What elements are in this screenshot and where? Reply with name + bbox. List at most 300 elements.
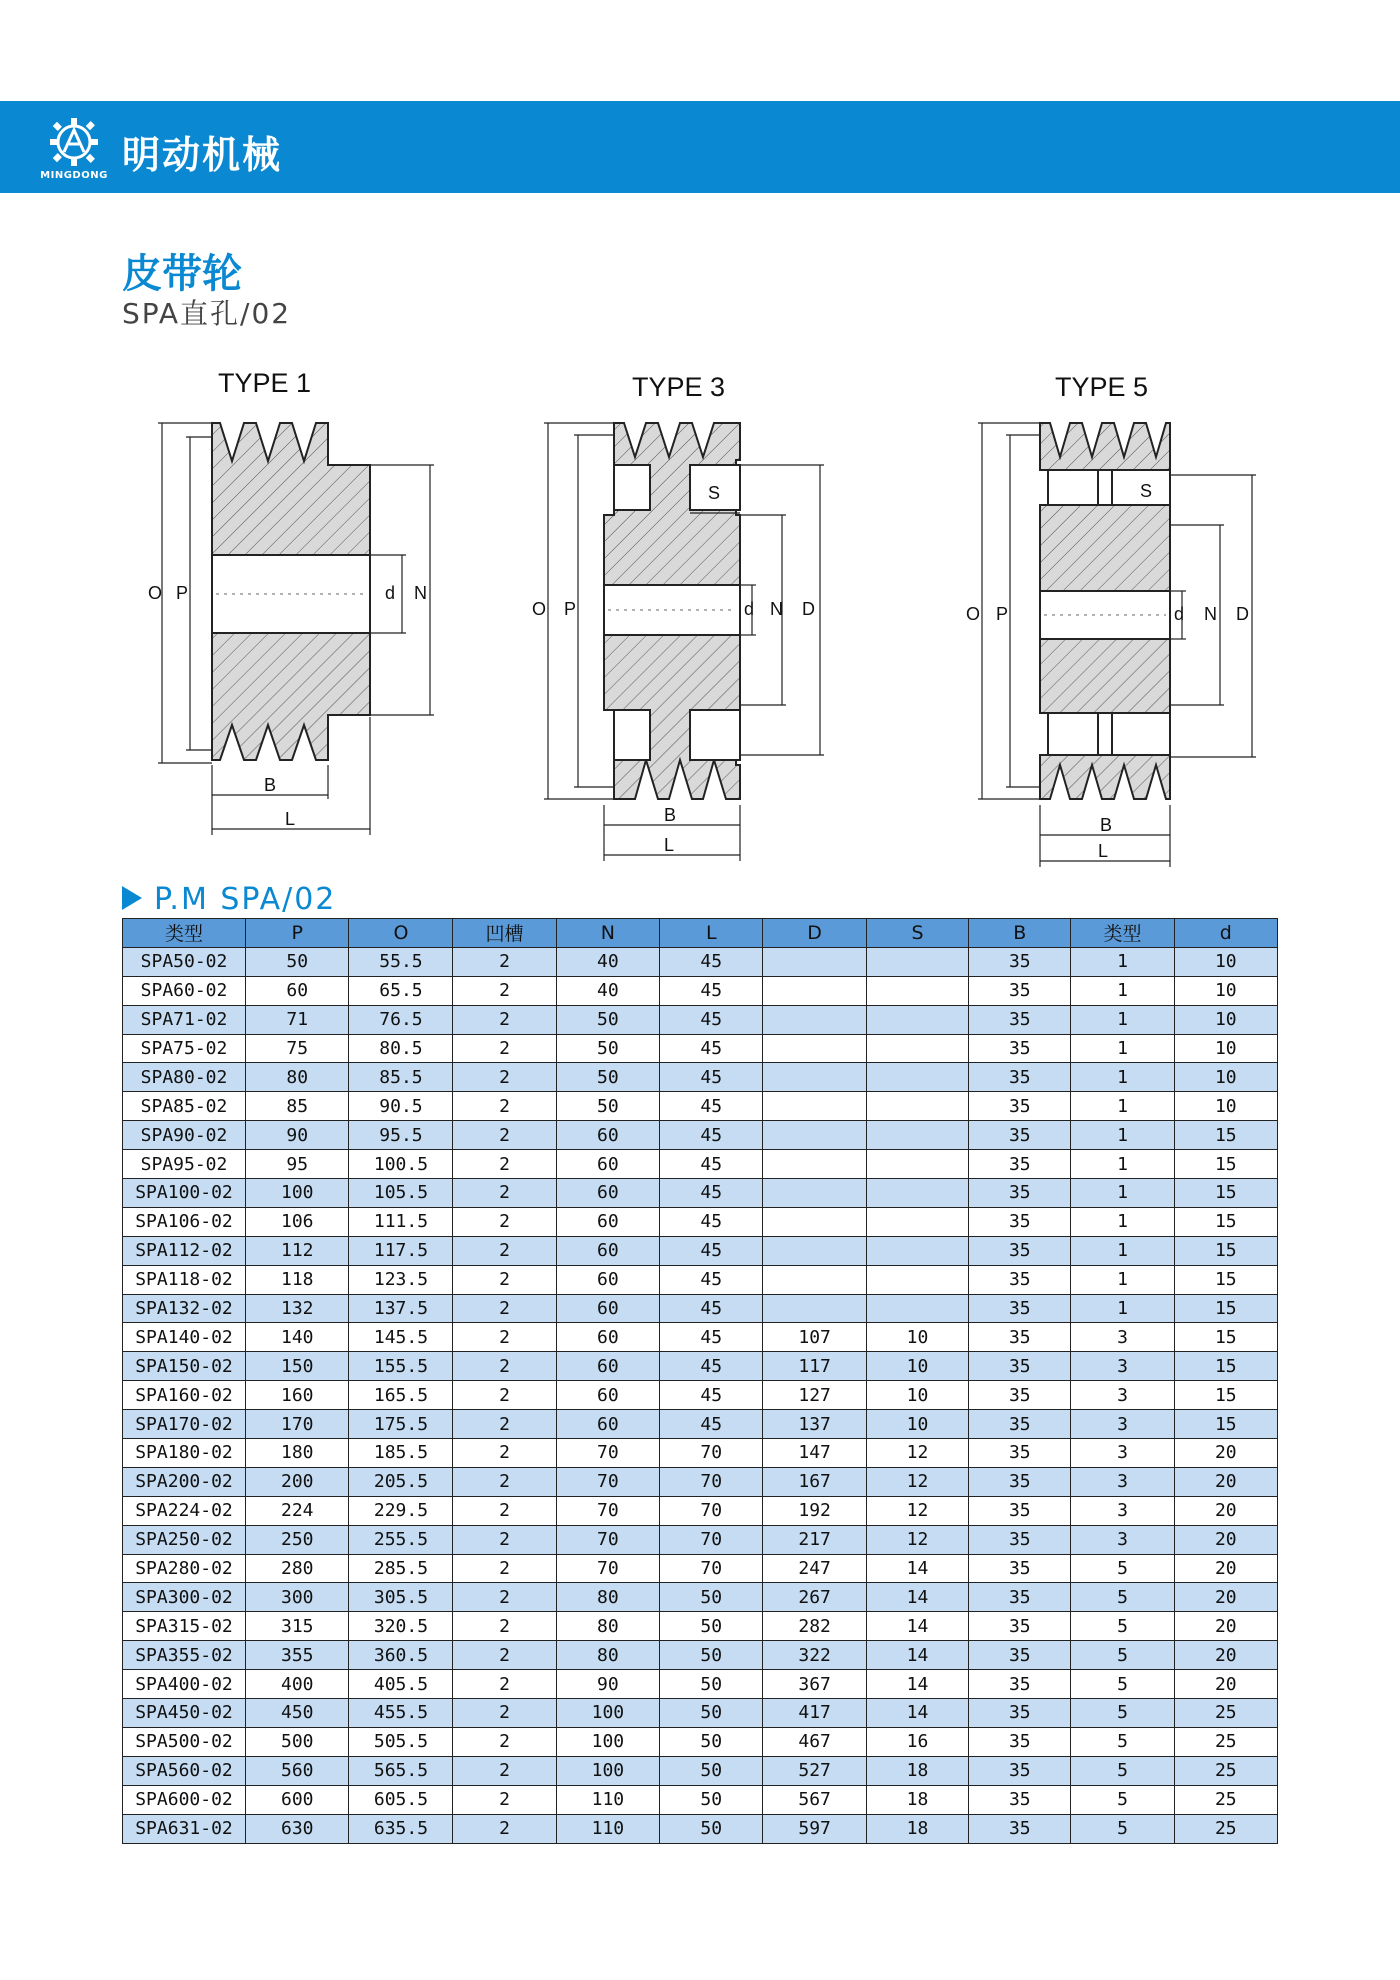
table-cell: 2 xyxy=(453,1063,556,1092)
table-cell: 60 xyxy=(556,1179,659,1208)
table-cell: SPA560-02 xyxy=(123,1756,246,1785)
table-cell: 2 xyxy=(453,1641,556,1670)
table-cell: 45 xyxy=(660,1323,763,1352)
table-cell: 12 xyxy=(866,1496,968,1525)
table-cell: 117.5 xyxy=(349,1236,453,1265)
table-cell xyxy=(866,1063,968,1092)
table-cell: 45 xyxy=(660,1034,763,1063)
table-row xyxy=(123,1814,1278,1843)
table-cell: 305.5 xyxy=(349,1583,453,1612)
table-cell: 35 xyxy=(969,1236,1071,1265)
table-cell: 360.5 xyxy=(349,1641,453,1670)
table-cell: 10 xyxy=(866,1410,968,1439)
table-cell: 2 xyxy=(453,1034,556,1063)
table-cell: 45 xyxy=(660,1381,763,1410)
table-cell xyxy=(763,976,866,1005)
table-body xyxy=(123,947,1278,1843)
table-cell: 25 xyxy=(1174,1727,1277,1756)
table-cell: 35 xyxy=(969,976,1071,1005)
table-header-cell: N xyxy=(556,919,659,948)
table-cell: SPA95-02 xyxy=(123,1150,246,1179)
table-cell: 145.5 xyxy=(349,1323,453,1352)
table-cell: 35 xyxy=(969,1150,1071,1179)
table-cell: 5 xyxy=(1071,1641,1174,1670)
table-cell: 450 xyxy=(246,1699,349,1728)
table-cell: 2 xyxy=(453,1439,556,1468)
type5-dim-D: D xyxy=(1236,604,1249,624)
table-cell: 10 xyxy=(1174,947,1277,976)
table-cell: 3 xyxy=(1071,1410,1174,1439)
table-cell: 160 xyxy=(246,1381,349,1410)
table-cell: 10 xyxy=(1174,1063,1277,1092)
type3-dim-P: P xyxy=(564,599,577,619)
table-cell xyxy=(866,1150,968,1179)
table-row xyxy=(123,1294,1278,1323)
table-cell xyxy=(866,976,968,1005)
table-cell: 5 xyxy=(1071,1583,1174,1612)
table-cell xyxy=(866,1207,968,1236)
table-cell: 282 xyxy=(763,1612,866,1641)
table-cell xyxy=(866,1034,968,1063)
table-header-cell: P xyxy=(246,919,349,948)
table-cell: 170 xyxy=(246,1410,349,1439)
table-cell: 35 xyxy=(969,1381,1071,1410)
table-cell: 50 xyxy=(660,1670,763,1699)
table-cell: 100 xyxy=(556,1727,659,1756)
table-cell: 15 xyxy=(1174,1323,1277,1352)
table-cell: 127 xyxy=(763,1381,866,1410)
table-row xyxy=(123,1121,1278,1150)
table-cell: 35 xyxy=(969,1092,1071,1121)
table-cell xyxy=(763,1005,866,1034)
table-cell: 15 xyxy=(1174,1207,1277,1236)
table-cell: 200 xyxy=(246,1467,349,1496)
table-cell: 20 xyxy=(1174,1670,1277,1699)
table-cell: 60 xyxy=(556,1323,659,1352)
table-row xyxy=(123,1525,1278,1554)
table-cell xyxy=(866,1236,968,1265)
table-cell xyxy=(866,1265,968,1294)
table-cell: 2 xyxy=(453,1727,556,1756)
table-cell: 15 xyxy=(1174,1410,1277,1439)
table-cell: 15 xyxy=(1174,1294,1277,1323)
table-cell: 5 xyxy=(1071,1670,1174,1699)
table-cell: 80 xyxy=(556,1583,659,1612)
table-cell: 60 xyxy=(556,1410,659,1439)
type3-dim-O: O xyxy=(532,599,547,619)
table-cell: 2 xyxy=(453,1496,556,1525)
table-cell: 5 xyxy=(1071,1554,1174,1583)
table-cell: SPA118-02 xyxy=(123,1265,246,1294)
table-cell: 605.5 xyxy=(349,1785,453,1814)
table-cell: 5 xyxy=(1071,1727,1174,1756)
table-cell: 15 xyxy=(1174,1265,1277,1294)
type1-dim-B: B xyxy=(264,775,277,795)
table-cell: 20 xyxy=(1174,1496,1277,1525)
table-cell: 20 xyxy=(1174,1467,1277,1496)
table-cell: 10 xyxy=(866,1323,968,1352)
table-cell: 55.5 xyxy=(349,947,453,976)
table-cell xyxy=(763,1034,866,1063)
table-cell xyxy=(763,1150,866,1179)
table-cell: 20 xyxy=(1174,1554,1277,1583)
table-cell: 2 xyxy=(453,1092,556,1121)
section-title-text: P.M SPA/02 xyxy=(154,882,337,917)
table-cell: 85 xyxy=(246,1092,349,1121)
type1-dim-L: L xyxy=(285,809,296,829)
table-cell: 90 xyxy=(556,1670,659,1699)
table-cell: 95.5 xyxy=(349,1121,453,1150)
table-cell: 70 xyxy=(660,1525,763,1554)
table-cell: 40 xyxy=(556,947,659,976)
table-cell: 50 xyxy=(556,1034,659,1063)
table-cell: SPA180-02 xyxy=(123,1439,246,1468)
type1-dim-N: N xyxy=(414,583,427,603)
table-cell: 50 xyxy=(556,1063,659,1092)
table-cell: 60 xyxy=(246,976,349,1005)
table-cell: 14 xyxy=(866,1699,968,1728)
table-cell xyxy=(866,1294,968,1323)
table-cell: 80 xyxy=(556,1641,659,1670)
table-cell: 70 xyxy=(556,1439,659,1468)
table-cell: 50 xyxy=(660,1583,763,1612)
table-cell: 635.5 xyxy=(349,1814,453,1843)
table-cell: 217 xyxy=(763,1525,866,1554)
type1-pulley-body xyxy=(212,423,370,760)
table-cell: 60 xyxy=(556,1381,659,1410)
table-cell: 50 xyxy=(246,947,349,976)
table-cell: 1 xyxy=(1071,1005,1174,1034)
table-cell: 10 xyxy=(866,1381,968,1410)
table-cell: 10 xyxy=(1174,1005,1277,1034)
table-cell: 14 xyxy=(866,1641,968,1670)
table-cell: 3 xyxy=(1071,1439,1174,1468)
table-cell: 1 xyxy=(1071,1063,1174,1092)
table-cell: 35 xyxy=(969,1554,1071,1583)
table-cell: 60 xyxy=(556,1294,659,1323)
table-cell: 2 xyxy=(453,1756,556,1785)
table-cell: 70 xyxy=(660,1496,763,1525)
table-cell: 45 xyxy=(660,1179,763,1208)
table-cell: 35 xyxy=(969,1005,1071,1034)
table-cell: 35 xyxy=(969,947,1071,976)
table-cell: 250 xyxy=(246,1525,349,1554)
table-cell: 1 xyxy=(1071,1207,1174,1236)
table-cell: 10 xyxy=(1174,1092,1277,1121)
table-cell: 35 xyxy=(969,1207,1071,1236)
table-cell: 1 xyxy=(1071,1092,1174,1121)
table-cell: SPA75-02 xyxy=(123,1034,246,1063)
table-cell: 35 xyxy=(969,1467,1071,1496)
table-cell: 455.5 xyxy=(349,1699,453,1728)
table-cell xyxy=(763,1294,866,1323)
table-cell: 35 xyxy=(969,1034,1071,1063)
table-header-cell: 类型 xyxy=(123,919,246,948)
table-cell: 400 xyxy=(246,1670,349,1699)
table-row xyxy=(123,1554,1278,1583)
table-cell: 14 xyxy=(866,1583,968,1612)
table-cell: SPA224-02 xyxy=(123,1496,246,1525)
table-cell: 140 xyxy=(246,1323,349,1352)
table-cell: 2 xyxy=(453,1525,556,1554)
table-cell: 2 xyxy=(453,1554,556,1583)
table-cell: 3 xyxy=(1071,1525,1174,1554)
table-cell: 180 xyxy=(246,1439,349,1468)
table-cell: 70 xyxy=(660,1467,763,1496)
table-cell: 1 xyxy=(1071,1150,1174,1179)
table-cell: 35 xyxy=(969,1612,1071,1641)
table-cell: 45 xyxy=(660,1150,763,1179)
type1-dim-d: d xyxy=(385,583,396,603)
table-cell: 35 xyxy=(969,1785,1071,1814)
table-cell: 5 xyxy=(1071,1756,1174,1785)
table-cell: SPA160-02 xyxy=(123,1381,246,1410)
table-cell: 16 xyxy=(866,1727,968,1756)
table-cell: 147 xyxy=(763,1439,866,1468)
table-cell: 1 xyxy=(1071,1121,1174,1150)
table-cell: 76.5 xyxy=(349,1005,453,1034)
table-cell: 80 xyxy=(556,1612,659,1641)
table-cell: 35 xyxy=(969,1699,1071,1728)
type5-diagram xyxy=(960,405,1280,875)
table-cell: 110 xyxy=(556,1814,659,1843)
table-cell: 2 xyxy=(453,1207,556,1236)
table-row xyxy=(123,1785,1278,1814)
table-cell: 75 xyxy=(246,1034,349,1063)
table-cell: 5 xyxy=(1071,1814,1174,1843)
table-cell: 1 xyxy=(1071,1034,1174,1063)
table-cell xyxy=(866,947,968,976)
table-cell: 45 xyxy=(660,1207,763,1236)
table-cell: 95 xyxy=(246,1150,349,1179)
table-cell: 50 xyxy=(660,1699,763,1728)
table-cell: 2 xyxy=(453,1381,556,1410)
table-cell: 15 xyxy=(1174,1121,1277,1150)
table-cell: 100 xyxy=(246,1179,349,1208)
table-cell: 3 xyxy=(1071,1381,1174,1410)
table-cell: 1 xyxy=(1071,947,1174,976)
table-row xyxy=(123,1236,1278,1265)
table-cell xyxy=(866,1005,968,1034)
table-cell: 15 xyxy=(1174,1352,1277,1381)
table-row xyxy=(123,1005,1278,1034)
table-cell: 247 xyxy=(763,1554,866,1583)
table-cell: 3 xyxy=(1071,1467,1174,1496)
table-cell: 45 xyxy=(660,1121,763,1150)
table-cell: 50 xyxy=(660,1727,763,1756)
table-cell: 567 xyxy=(763,1785,866,1814)
table-cell: 60 xyxy=(556,1352,659,1381)
table-row xyxy=(123,1612,1278,1641)
type3-diagram xyxy=(520,405,840,865)
table-cell: 2 xyxy=(453,1467,556,1496)
table-cell: 35 xyxy=(969,1265,1071,1294)
table-cell: 20 xyxy=(1174,1641,1277,1670)
table-cell: 12 xyxy=(866,1525,968,1554)
table-cell: 50 xyxy=(660,1785,763,1814)
table-cell: 107 xyxy=(763,1323,866,1352)
table-cell: 117 xyxy=(763,1352,866,1381)
table-cell: 25 xyxy=(1174,1814,1277,1843)
table-row xyxy=(123,1034,1278,1063)
table-cell: 35 xyxy=(969,1439,1071,1468)
table-header-row xyxy=(123,919,1278,948)
table-cell: 1 xyxy=(1071,1236,1174,1265)
table-cell: 118 xyxy=(246,1265,349,1294)
table-row xyxy=(123,1699,1278,1728)
table-cell: 255.5 xyxy=(349,1525,453,1554)
table-cell: 60 xyxy=(556,1265,659,1294)
table-cell: 50 xyxy=(556,1005,659,1034)
table-cell: 2 xyxy=(453,1785,556,1814)
table-cell: 50 xyxy=(660,1612,763,1641)
play-triangle-icon xyxy=(122,886,142,910)
table-cell: 70 xyxy=(556,1496,659,1525)
table-cell: 111.5 xyxy=(349,1207,453,1236)
table-cell: 80 xyxy=(246,1063,349,1092)
table-cell: 1 xyxy=(1071,976,1174,1005)
table-cell: 100.5 xyxy=(349,1150,453,1179)
table-cell: 2 xyxy=(453,1179,556,1208)
diagram-label-type5: TYPE 5 xyxy=(1055,372,1149,402)
table-row xyxy=(123,947,1278,976)
table-cell: 45 xyxy=(660,1092,763,1121)
table-cell: 70 xyxy=(556,1467,659,1496)
table-cell: 2 xyxy=(453,1121,556,1150)
table-cell: 35 xyxy=(969,1294,1071,1323)
table-cell: 14 xyxy=(866,1554,968,1583)
type5-dim-P: P xyxy=(996,604,1009,624)
table-cell: SPA80-02 xyxy=(123,1063,246,1092)
table-cell: 90 xyxy=(246,1121,349,1150)
table-cell: 2 xyxy=(453,1410,556,1439)
table-cell: 5 xyxy=(1071,1785,1174,1814)
table-cell: 15 xyxy=(1174,1381,1277,1410)
table-row xyxy=(123,1063,1278,1092)
table-cell: 10 xyxy=(866,1352,968,1381)
table-cell: 35 xyxy=(969,1756,1071,1785)
page-title: 皮带轮 xyxy=(122,251,242,297)
table-cell: 15 xyxy=(1174,1179,1277,1208)
table-cell: 565.5 xyxy=(349,1756,453,1785)
table-cell: 2 xyxy=(453,1294,556,1323)
table-cell: 2 xyxy=(453,1005,556,1034)
table-cell: 45 xyxy=(660,1265,763,1294)
table-cell: 2 xyxy=(453,1352,556,1381)
table-cell: 35 xyxy=(969,1525,1071,1554)
table-cell: SPA631-02 xyxy=(123,1814,246,1843)
type1-dim-O: O xyxy=(148,583,163,603)
table-cell: 50 xyxy=(556,1092,659,1121)
table-cell: 150 xyxy=(246,1352,349,1381)
table-cell: 355 xyxy=(246,1641,349,1670)
table-cell: 597 xyxy=(763,1814,866,1843)
table-cell: 60 xyxy=(556,1121,659,1150)
table-cell: SPA315-02 xyxy=(123,1612,246,1641)
diagram-label-type3: TYPE 3 xyxy=(632,372,726,402)
table-header-cell: D xyxy=(763,919,866,948)
table-cell: 35 xyxy=(969,1727,1071,1756)
table-cell: 137.5 xyxy=(349,1294,453,1323)
table-cell: 2 xyxy=(453,1583,556,1612)
table-cell: 45 xyxy=(660,1410,763,1439)
table-cell: 2 xyxy=(453,1612,556,1641)
table-cell: 50 xyxy=(660,1641,763,1670)
table-cell: 132 xyxy=(246,1294,349,1323)
table-cell: SPA355-02 xyxy=(123,1641,246,1670)
table-row xyxy=(123,1265,1278,1294)
table-row xyxy=(123,1323,1278,1352)
table-cell: 35 xyxy=(969,1323,1071,1352)
table-cell: 2 xyxy=(453,1150,556,1179)
table-cell: 20 xyxy=(1174,1583,1277,1612)
table-cell: 165.5 xyxy=(349,1381,453,1410)
table-cell: SPA300-02 xyxy=(123,1583,246,1612)
table-cell: 205.5 xyxy=(349,1467,453,1496)
table-header-cell: L xyxy=(660,919,763,948)
table-cell: 15 xyxy=(1174,1236,1277,1265)
table-cell: 106 xyxy=(246,1207,349,1236)
table-row xyxy=(123,1641,1278,1670)
table-cell: 1 xyxy=(1071,1179,1174,1208)
table-cell: SPA200-02 xyxy=(123,1467,246,1496)
table-cell: 315 xyxy=(246,1612,349,1641)
table-cell: 123.5 xyxy=(349,1265,453,1294)
table-cell: 110 xyxy=(556,1785,659,1814)
table-cell: 35 xyxy=(969,1583,1071,1612)
table-cell: 3 xyxy=(1071,1352,1174,1381)
table-header-cell: S xyxy=(866,919,968,948)
table-row xyxy=(123,1150,1278,1179)
table-cell: 14 xyxy=(866,1670,968,1699)
table-cell: 5 xyxy=(1071,1612,1174,1641)
table-cell: 45 xyxy=(660,1236,763,1265)
table-cell: 505.5 xyxy=(349,1727,453,1756)
table-row xyxy=(123,1670,1278,1699)
table-cell: 70 xyxy=(660,1439,763,1468)
table-row xyxy=(123,1439,1278,1468)
table-cell: 367 xyxy=(763,1670,866,1699)
spec-table xyxy=(122,918,1278,1844)
table-cell: 45 xyxy=(660,1063,763,1092)
table-cell xyxy=(763,1063,866,1092)
table-cell: 467 xyxy=(763,1727,866,1756)
table-cell: 15 xyxy=(1174,1150,1277,1179)
type3-dim-D: D xyxy=(802,599,815,619)
table-cell xyxy=(763,947,866,976)
table-cell: SPA112-02 xyxy=(123,1236,246,1265)
table-cell xyxy=(763,1265,866,1294)
type3-dim-B: B xyxy=(664,805,677,825)
table-cell: 85.5 xyxy=(349,1063,453,1092)
table-row xyxy=(123,1727,1278,1756)
type3-dim-S: S xyxy=(708,483,721,503)
table-row xyxy=(123,1352,1278,1381)
table-cell: SPA170-02 xyxy=(123,1410,246,1439)
table-cell: 70 xyxy=(660,1554,763,1583)
table-cell: 18 xyxy=(866,1756,968,1785)
table-row xyxy=(123,1207,1278,1236)
table-row xyxy=(123,976,1278,1005)
table-cell: 224 xyxy=(246,1496,349,1525)
table-cell: 2 xyxy=(453,976,556,1005)
table-cell: 65.5 xyxy=(349,976,453,1005)
table-cell: 12 xyxy=(866,1467,968,1496)
table-row xyxy=(123,1496,1278,1525)
table-cell: 155.5 xyxy=(349,1352,453,1381)
table-cell: 25 xyxy=(1174,1699,1277,1728)
table-cell: 527 xyxy=(763,1756,866,1785)
